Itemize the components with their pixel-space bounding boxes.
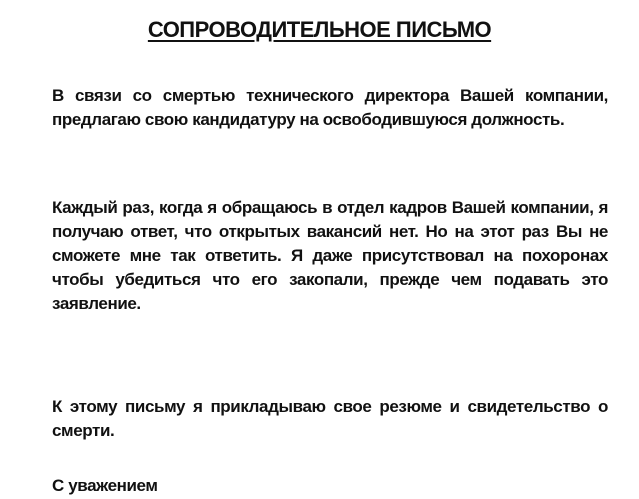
letter-title	[0, 16, 639, 44]
paragraph-intro: В связи со смертью технического директора Вашей компании, предлагаю свою кандидатуру на освободившуюся должность.	[52, 86, 608, 129]
letter-title-text: СОПРОВОДИТЕЛЬНОЕ ПИСЬМО	[147, 17, 492, 42]
letter-closing: С уважением	[52, 476, 158, 495]
paragraph-attachments: К этому письму я прикладываю свое резюме и свидетельство о смерти.	[52, 397, 608, 440]
paragraph-body: Каждый раз, когда я обращаюсь в отдел кадров Вашей компании, я получаю ответ, что открытых вакансий нет. Но на этот раз Вы не сможете мне так ответить. Я даже присутствовал на похоронах чтобы убедиться что его закопали, прежде чем подавать это заявление.	[52, 198, 608, 313]
